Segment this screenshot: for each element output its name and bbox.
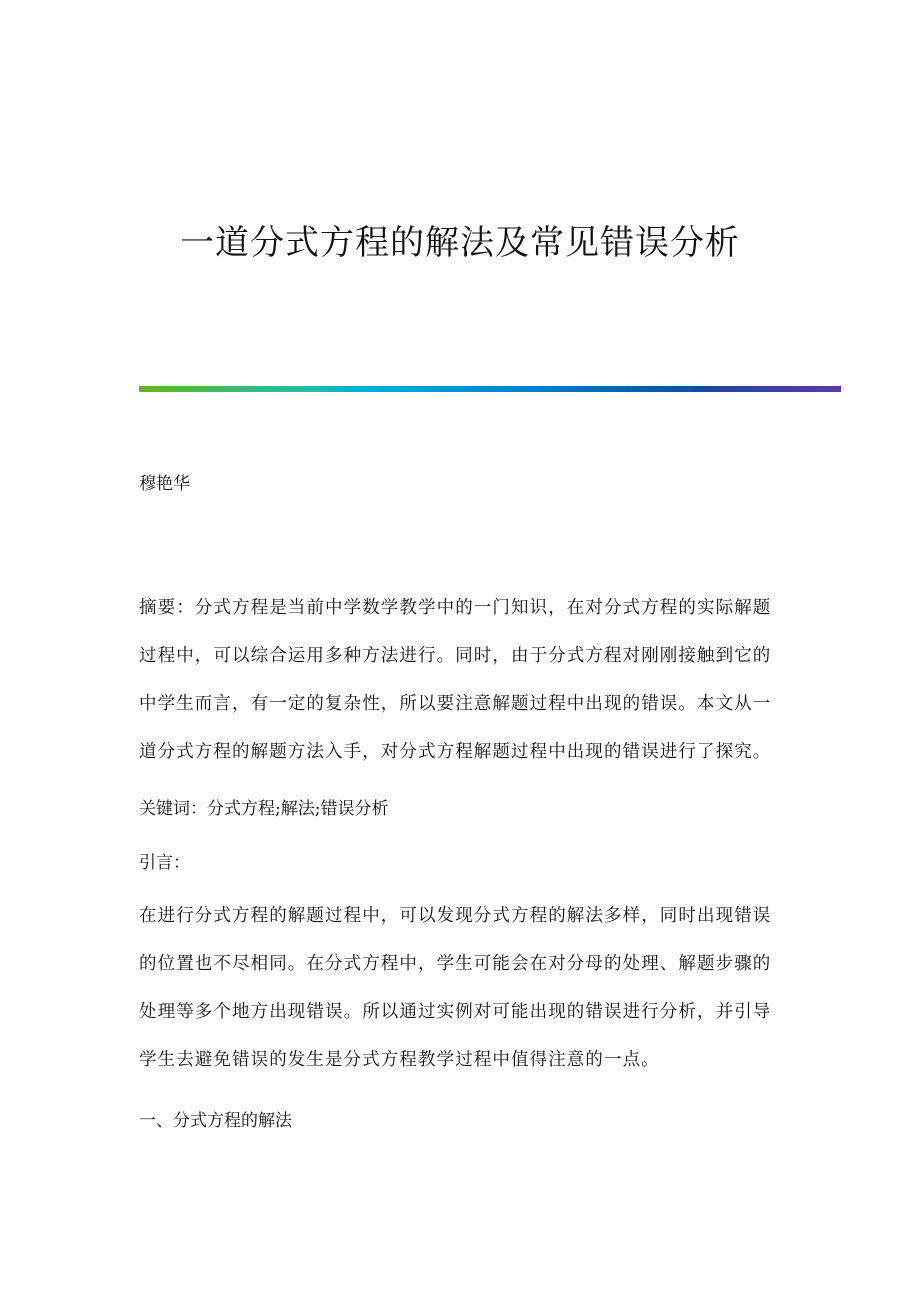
title-divider-gradient-bar <box>139 386 841 392</box>
intro-heading: 引言： <box>139 853 190 873</box>
section-heading: 一、分式方程的解法 <box>139 1111 292 1131</box>
author: 穆艳华 <box>139 474 190 494</box>
abstract-line: 过程中，可以综合运用多种方法进行。同时，由于分式方程对刚刚接触到它的 <box>139 646 772 666</box>
intro-line: 处理等多个地方出现错误。所以通过实例对可能出现的错误进行分析，并引导 <box>139 1002 772 1022</box>
intro-line: 学生去避免错误的发生是分式方程教学过程中值得注意的一点。 <box>139 1050 660 1070</box>
document-title: 一道分式方程的解法及常见错误分析 <box>180 223 740 263</box>
keywords: 关键词：分式方程;解法;错误分析 <box>139 799 389 819</box>
intro-paragraph <box>139 892 771 1084</box>
intro-line: 的位置也不尽相同。在分式方程中，学生可能会在对分母的处理、解题步骤的 <box>139 954 772 974</box>
abstract <box>139 584 771 776</box>
abstract-line: 摘要：分式方程是当前中学数学教学中的一门知识，在对分式方程的实际解题 <box>139 598 772 618</box>
abstract-line: 道分式方程的解题方法入手，对分式方程解题过程中出现的错误进行了探究。 <box>139 742 772 762</box>
abstract-line: 中学生而言，有一定的复杂性，所以要注意解题过程中出现的错误。本文从一 <box>139 694 772 714</box>
intro-line: 在进行分式方程的解题过程中，可以发现分式方程的解法多样，同时出现错误 <box>139 906 772 926</box>
